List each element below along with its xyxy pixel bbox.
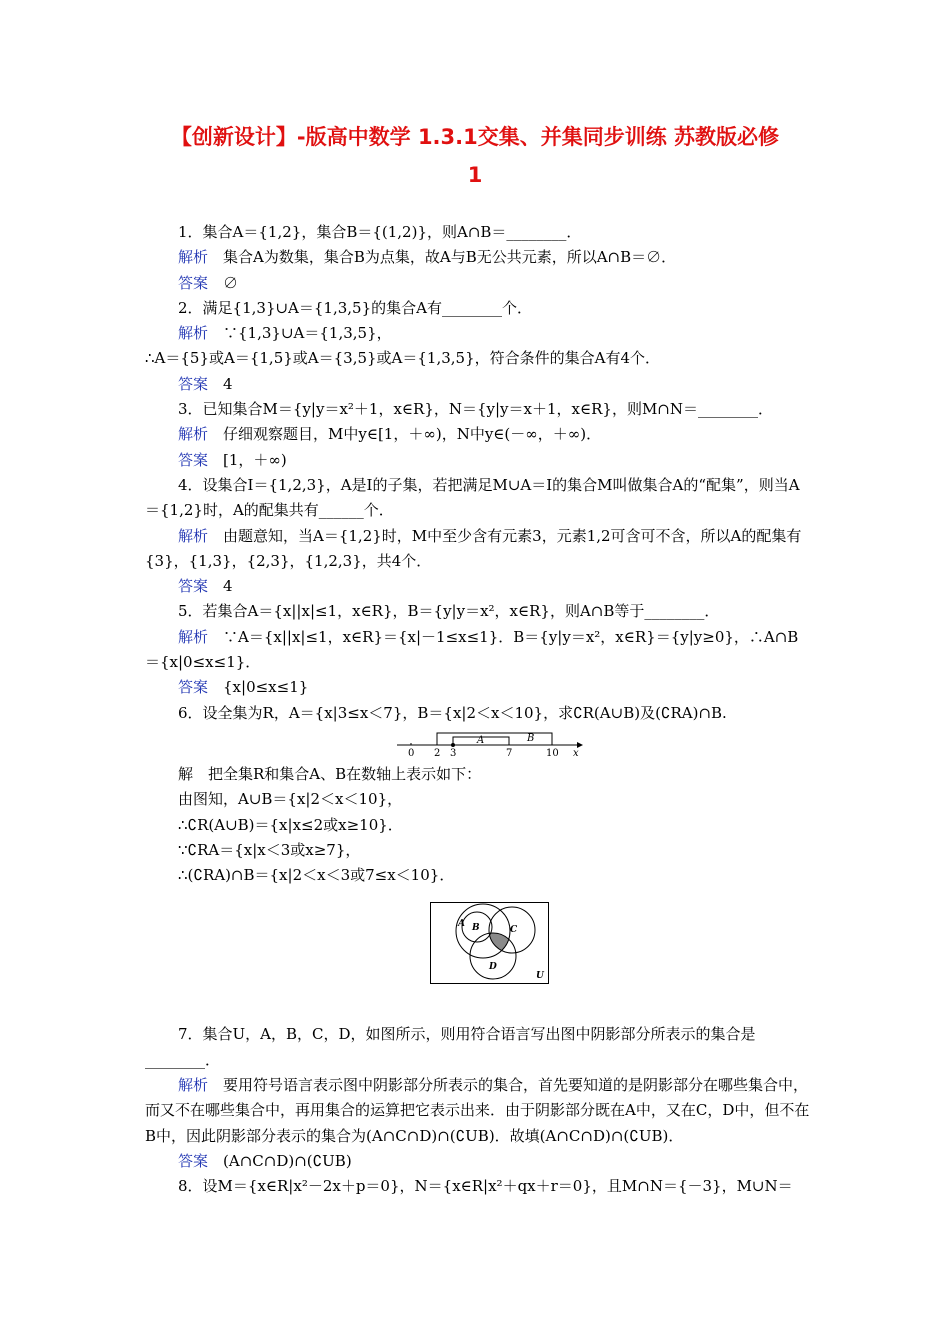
question-2: 2．满足{1,3}∪A＝{1,3,5}的集合A有________个．: [178, 298, 532, 317]
label-b: B: [527, 732, 535, 744]
question-7: 7．集合U，A，B，C，D，如图所示，则用符合语言写出图中阴影部分所表示的集合是________．: [145, 1025, 756, 1069]
title-line-1: 【创新设计】-版高中数学 1.3.1交集、并集同步训练 苏教版必修: [170, 125, 780, 149]
q7-analysis: 解析 要用符号语言表示图中阴影部分所表示的集合，首先要知道的是阴影部分在哪些集合中，而又不在哪些集合中，再用集合的运算把它表示出来．由于阴影部分既在A中，又在C，D中，但不在B中，因此阴影部分表示的集合为(A∩C∩D)∩(∁UB)．故填(A∩C∩D)∩(∁UB)．: [145, 1076, 810, 1145]
venn-diagram-figure: [145, 902, 810, 1014]
venn-diagram: [430, 902, 550, 984]
tick-label-3: 3: [450, 747, 457, 759]
q1-answer: 答案 ∅: [178, 273, 239, 292]
q5-answer: 答案 {x|0≤x≤1}: [178, 678, 309, 697]
solution-label: 解: [178, 764, 194, 783]
analysis-label: 解析: [178, 324, 209, 343]
analysis-label: 解析: [178, 627, 209, 646]
q6-solution: 解 把全集R和集合A、B在数轴上表示如下：: [178, 764, 482, 783]
q4-answer: 答案 4: [178, 577, 233, 596]
q2-answer: 答案 4: [178, 374, 233, 393]
tick-label-0: 0: [408, 747, 415, 759]
title-line-2: 1: [467, 163, 483, 187]
exercise-content: [145, 220, 810, 1200]
closed-point-3: [451, 743, 455, 747]
q3-analysis: 解析 仔细观察题目，M中y∈[1，＋∞)，N中y∈(－∞，＋∞)．: [178, 425, 602, 444]
answer-label: 答案: [178, 577, 209, 596]
answer-label: 答案: [178, 273, 209, 292]
q6-line-5: ∴(∁RA)∩B＝{x|2＜x＜3或7≤x＜10}．: [178, 866, 455, 885]
question-4: 4．设集合I＝{1,2,3}，A是I的子集，若把满足M∪A＝I的集合M叫做集合A的“配集”，则当A＝{1,2}时，A的配集共有______个．: [145, 475, 800, 520]
q6-line-2: 由图知，A∪B＝{x|2＜x＜10}，: [178, 790, 403, 809]
question-5: 5．若集合A＝{x||x|≤1，x∈R}，B＝{y|y＝x²，x∈R}，则A∩B等于________．: [178, 602, 720, 621]
question-3: 3．已知集合M＝{y|y＝x²＋1，x∈R}，N＝{y|y＝x＋1，x∈R}，则M∩N＝________．: [178, 400, 773, 419]
q5-analysis: 解析 ∵A＝{x||x|≤1，x∈R}＝{x|－1≤x≤1}．B＝{y|y＝x²，x∈R}＝{y|y≥0}，∴A∩B＝{x|0≤x≤1}．: [145, 627, 799, 672]
venn-label-b: B: [472, 923, 480, 934]
venn-label-a: A: [458, 919, 465, 930]
number-line-figure: [145, 729, 810, 759]
q6-line-4: ∵∁RA＝{x|x＜3或x≥7}，: [178, 840, 361, 859]
answer-label: 答案: [178, 450, 209, 469]
q2-analysis-cont: ∴A＝{5}或A＝{1,5}或A＝{3,5}或A＝{1,3,5}，符合条件的集合A有4个．: [145, 349, 661, 368]
venn-label-u: U: [536, 971, 544, 982]
q1-analysis: 解析 集合A为数集，集合B为点集，故A与B无公共元素，所以A∩B＝∅．: [178, 248, 677, 267]
analysis-label: 解析: [178, 248, 209, 267]
question-8: 8．设M＝{x∈R|x²－2x＋p＝0}，N＝{x∈R|x²＋qx＋r＝0}，且M∩N＝{－3}，M∪N＝: [178, 1177, 793, 1196]
page-title: [120, 118, 830, 194]
axis-label-x: x: [573, 747, 579, 759]
question-6: 6．设全集为R，A＝{x|3≤x＜7}，B＝{x|2＜x＜10}，求∁R(A∪B)及(∁RA)∩B.: [178, 703, 727, 722]
analysis-label: 解析: [178, 425, 209, 444]
label-a: A: [477, 734, 485, 746]
analysis-label: 解析: [178, 526, 209, 545]
q3-answer: 答案 [1，＋∞): [178, 450, 287, 469]
q7-answer: 答案 (A∩C∩D)∩(∁UB): [178, 1151, 352, 1170]
venn-label-c: C: [510, 925, 518, 936]
q2-analysis: 解析 ∵{1,3}∪A＝{1,3,5}，: [178, 324, 392, 343]
venn-label-d: D: [489, 962, 497, 973]
tick-label-10: 10: [546, 747, 559, 759]
tick-label-7: 7: [506, 747, 513, 759]
number-line: [397, 729, 597, 759]
answer-label: 答案: [178, 678, 209, 697]
q4-analysis: 解析 由题意知，当A＝{1,2}时，M中至少含有元素3，元素1,2可含可不含，所以A的配集有{3}，{1,3}，{2,3}，{1,2,3}，共4个．: [145, 526, 802, 570]
q6-line-3: ∴∁R(A∪B)＝{x|x≤2或x≥10}．: [178, 815, 403, 834]
tick-label-2: 2: [434, 747, 441, 759]
answer-label: 答案: [178, 1151, 209, 1170]
question-1: 1．集合A＝{1,2}，集合B＝{(1,2)}，则A∩B＝________．: [178, 223, 582, 241]
analysis-label: 解析: [178, 1076, 209, 1095]
answer-label: 答案: [178, 374, 209, 393]
set-b-bracket: [437, 733, 552, 745]
